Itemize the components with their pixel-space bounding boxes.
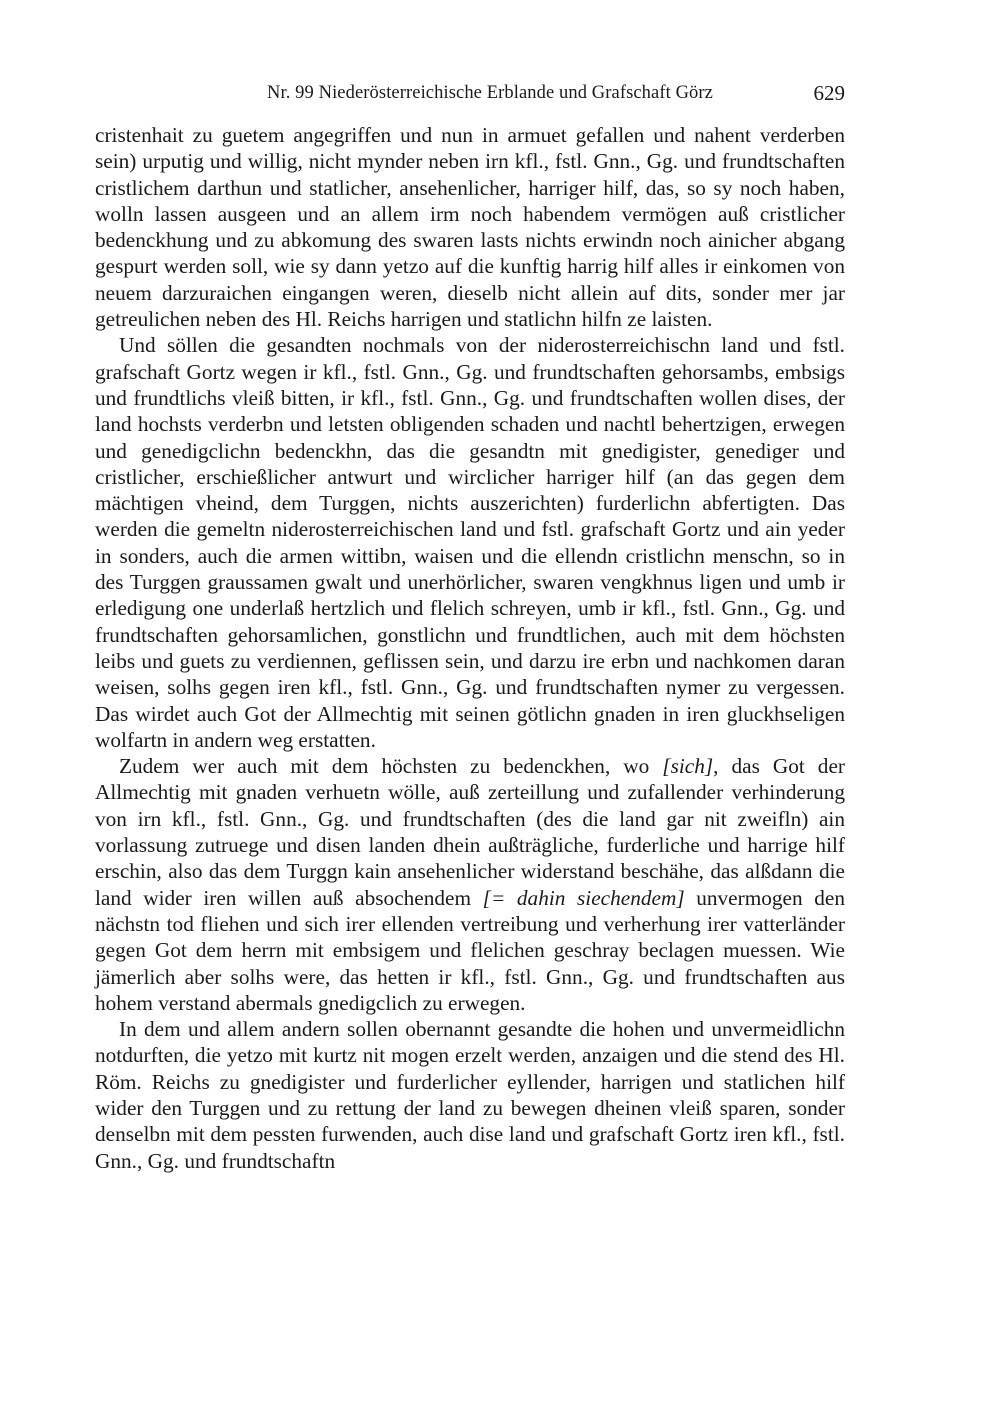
paragraph-text: Zudem wer auch mit dem höchsten zu bedenckhen, wo — [119, 754, 663, 779]
paragraph — [95, 122, 845, 332]
document-page — [95, 78, 845, 1174]
body-text — [95, 122, 845, 1174]
paragraph — [95, 753, 845, 1016]
editorial-note: [= dahin siechendem] — [482, 885, 685, 910]
paragraph-text: unvermogen den nächstn tod fliehen und sich irer ellenden vertreibung und verherhung irer vatterländer gegen Got dem herrn mit embsigem und flelichen geschray beclagen muessen. Wie jämerlich aber solhs were, das hetten ir kfl., fstl. Gnn., Gg. und frundtschaften aus hohem verstand abermals gnedigclich zu erwegen. — [95, 885, 845, 1015]
paragraph-text: , das Got der Allmechtig mit gnaden verhuetn wölle, auß zerteillung und zufallender verhinderung von irn kfl., fstl. Gnn., Gg. und frundtschaften (des die land gar nit zweifln) ain vorlassung zutruege und disen landen dhein außträgliche, furderliche und harrige hilf erschin, also das dem Turggn kain ansehenlicher widerstand beschähe, das alßdann die land wider iren willen auß absochendem — [95, 754, 845, 910]
editorial-note: [sich] — [662, 754, 714, 779]
paragraph — [95, 332, 845, 753]
paragraph-text: Und söllen die gesandten nochmals von der niderosterreichischn land und fstl. grafschaft Gortz wegen ir kfl., fstl. Gnn., Gg. und frundtschaften gehorsambs, embsigs und frundtlichs vleiß bitten, ir kfl., fstl. Gnn., Gg. und frundtschaften wollen dises, der land hochsts verderbn und letsten obligenden schaden und nachtl behertzigen, erwegen und genedigclichn bedenckhn, das die gesandtn mit gnedigister, genediger und cristlicher, erschießlicher antwurt und wirclicher harriger hilf (an das gegen dem mächtigen vheind, dem Turggen, nichts auszerichten) furderlichn abfertigten. Das werden die gemeltn niderosterreichischen land und fstl. grafschaft Gortz und ain yeder in sonders, auch die armen wittibn, waisen und die ellendn cristlichn menschn, so in des Turggen graussamen gwalt und unerhörlicher, swaren vengkhnus ligen und umb ir erledigung one underlaß hertzlich und flelich schreyen, umb ir kfl., fstl. Gnn., Gg. und frundtschaften gehorsamlichen, gonstlichn und frundtlichen, auch mit dem höchsten leibs und guets zu verdiennen, geflissen sein, und darzu ire erbn und nachkomen daran weisen, solhs gegen iren kfl., fstl. Gnn., Gg. und frundtschaften nymer zu vergessen. Das wirdet auch Got der Allmechtig mit seinen götlichn gnaden in iren gluckhseligen wolfartn in andern weg erstatten. — [95, 333, 845, 752]
paragraph-text: In dem und allem andern sollen obernannt gesandte die hohen und unvermeidlichn notdurften, die yetzo mit kurtz nit mogen erzelt werden, anzaigen und die stend des Hl. Röm. Reichs zu gnedigister und furderlicher eyllender, harrigen und statlichen hilf wider den Turggen und zu rettung der land zu bewegen dheinen vleiß sparen, sonder denselbn mit dem pessten furwenden, auch dise land und grafschaft Gortz iren kfl., fstl. Gnn., Gg. und frundtschaftn — [95, 1017, 845, 1173]
running-head — [95, 78, 845, 108]
running-head-title: Nr. 99 Niederösterreichische Erblande und Grafschaft Görz — [267, 83, 713, 103]
page-number: 629 — [813, 81, 845, 105]
paragraph-text: cristenhait zu guetem angegriffen und nun in armuet gefallen und nahent verderben sein) urputig und willig, nicht mynder neben irn kfl., fstl. Gnn., Gg. und frundtschaften cristlichem darthun und statlicher, ansehenlicher, harriger hilf, das, so sy noch haben, wolln lassen ausgeen und an allem irm noch habendem vermögen auß cristlicher bedenckhung und zu abkomung des swaren lasts nichts erwindn noch ainicher abgang gespurt werden soll, wie sy dann yetzo auf die kunftig harrig hilf alles ir einkomen von neuem darzuraichen eingangen weren, dieselb nicht allein auf dits, sonder mer jar getreulichen neben des Hl. Reichs harrigen und statlichn hilfn ze laisten. — [95, 123, 845, 332]
paragraph — [95, 1016, 845, 1174]
